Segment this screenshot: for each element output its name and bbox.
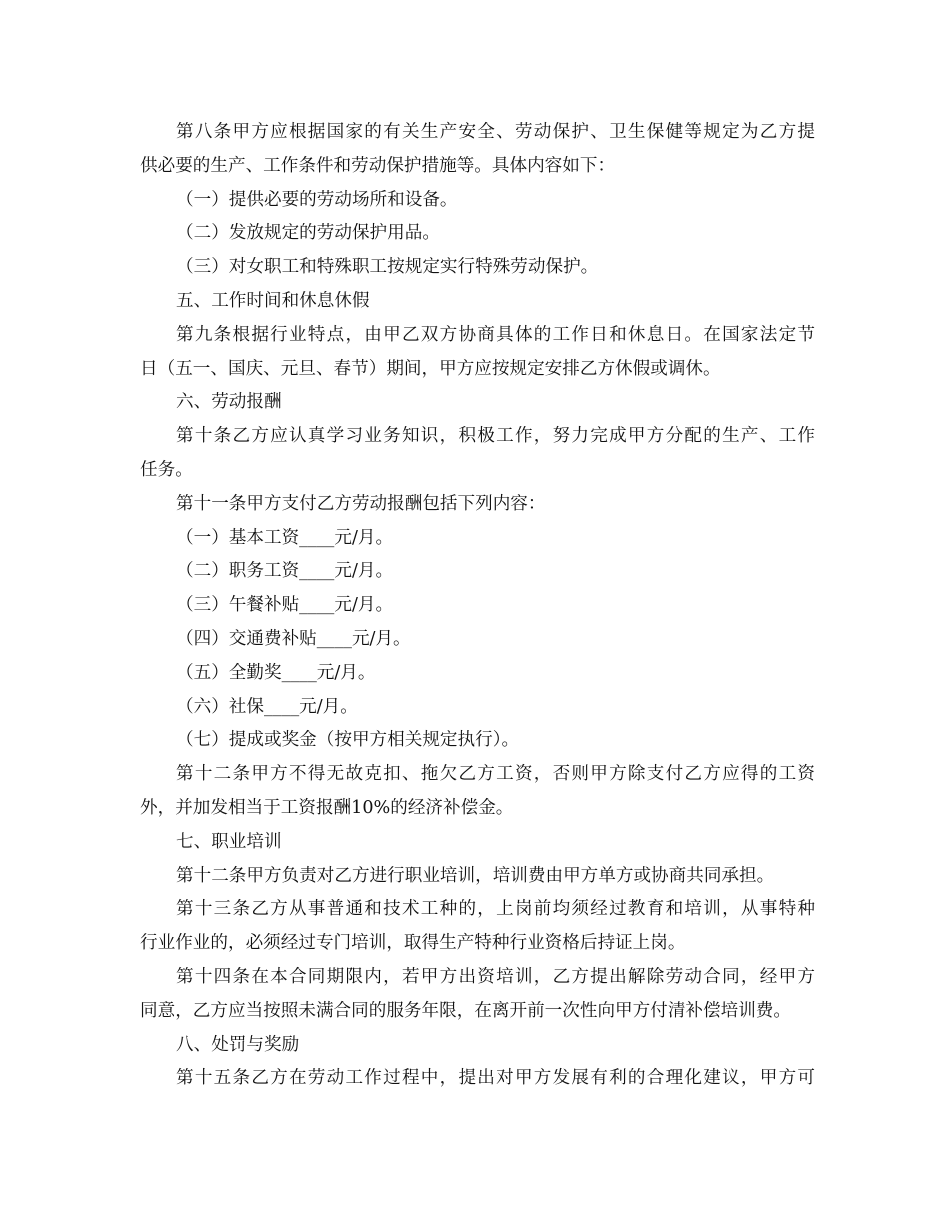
pay-item-transport-allowance: （四）交通费补贴____元/月。 [176, 628, 411, 649]
section-heading-penalties-rewards: 八、处罚与奖励 [176, 1034, 300, 1055]
document-body [140, 116, 815, 1096]
section-heading-remuneration: 六、劳动报酬 [176, 392, 282, 413]
pay-item-lunch-allowance: （三）午餐补贴____元/月。 [176, 595, 394, 616]
article-12-training: 第十二条甲方负责对乙方进行职业培训，培训费由甲方单方或协商共同承担。 [176, 865, 775, 886]
section-heading-work-time: 五、工作时间和休息休假 [176, 290, 370, 311]
article-12-line-2: 外，并加发相当于工资报酬10%的经济补偿金。 [140, 797, 514, 818]
article-14-line-1: 第十四条在本合同期限内，若甲方出资培训，乙方提出解除劳动合同，经甲方 [176, 966, 815, 987]
article-13-line-1: 第十三条乙方从事普通和技术工种的，上岗前均须经过教育和培训，从事特种 [176, 899, 815, 920]
article-14-line-2: 同意，乙方应当按照未满合同的服务年限，在离开前一次性向甲方付清补偿培训费。 [140, 1000, 791, 1021]
pay-item-basic-salary: （一）基本工资____元/月。 [176, 527, 394, 548]
article-8-line-1: 第八条甲方应根据国家的有关生产安全、劳动保护、卫生保健等规定为乙方提 [176, 122, 815, 142]
article-9-line-2: 日（五一、国庆、元旦、春节）期间，甲方应按规定安排乙方休假或调休。 [140, 358, 721, 379]
pay-item-attendance-bonus: （五）全勤奖____元/月。 [176, 662, 376, 683]
pay-item-commission: （七）提成或奖金（按甲方相关规定执行）。 [176, 730, 520, 751]
article-15-line-1: 第十五条乙方在劳动工作过程中，提出对甲方发展有利的合理化建议，甲方可 [176, 1068, 815, 1089]
article-8-line-2: 供必要的生产、工作条件和劳动保护措施等。具体内容如下： [140, 155, 616, 176]
article-11: 第十一条甲方支付乙方劳动报酬包括下列内容： [176, 493, 546, 514]
article-10-line-2: 任务。 [140, 459, 193, 480]
article-9-line-1: 第九条根据行业特点，由甲乙双方协商具体的工作日和休息日。在国家法定节 [176, 324, 815, 345]
article-10-line-1: 第十条乙方应认真学习业务知识，积极工作，努力完成甲方分配的生产、工作 [176, 426, 815, 447]
pay-item-position-salary: （二）职务工资____元/月。 [176, 561, 394, 582]
pay-item-social-insurance: （六）社保____元/月。 [176, 696, 358, 717]
article-12-line-1: 第十二条甲方不得无故克扣、拖欠乙方工资，否则甲方除支付乙方应得的工资 [176, 764, 815, 785]
article-13-line-2: 行业作业的，必须经过专门培训，取得生产特种行业资格后持证上岗。 [140, 933, 686, 954]
list-item-special-protection: （三）对女职工和特殊职工按规定实行特殊劳动保护。 [176, 257, 599, 278]
list-item-protective-gear: （二）发放规定的劳动保护用品。 [176, 223, 440, 244]
list-item-workplace: （一）提供必要的劳动场所和设备。 [176, 189, 458, 210]
section-heading-training: 七、职业培训 [176, 831, 282, 852]
